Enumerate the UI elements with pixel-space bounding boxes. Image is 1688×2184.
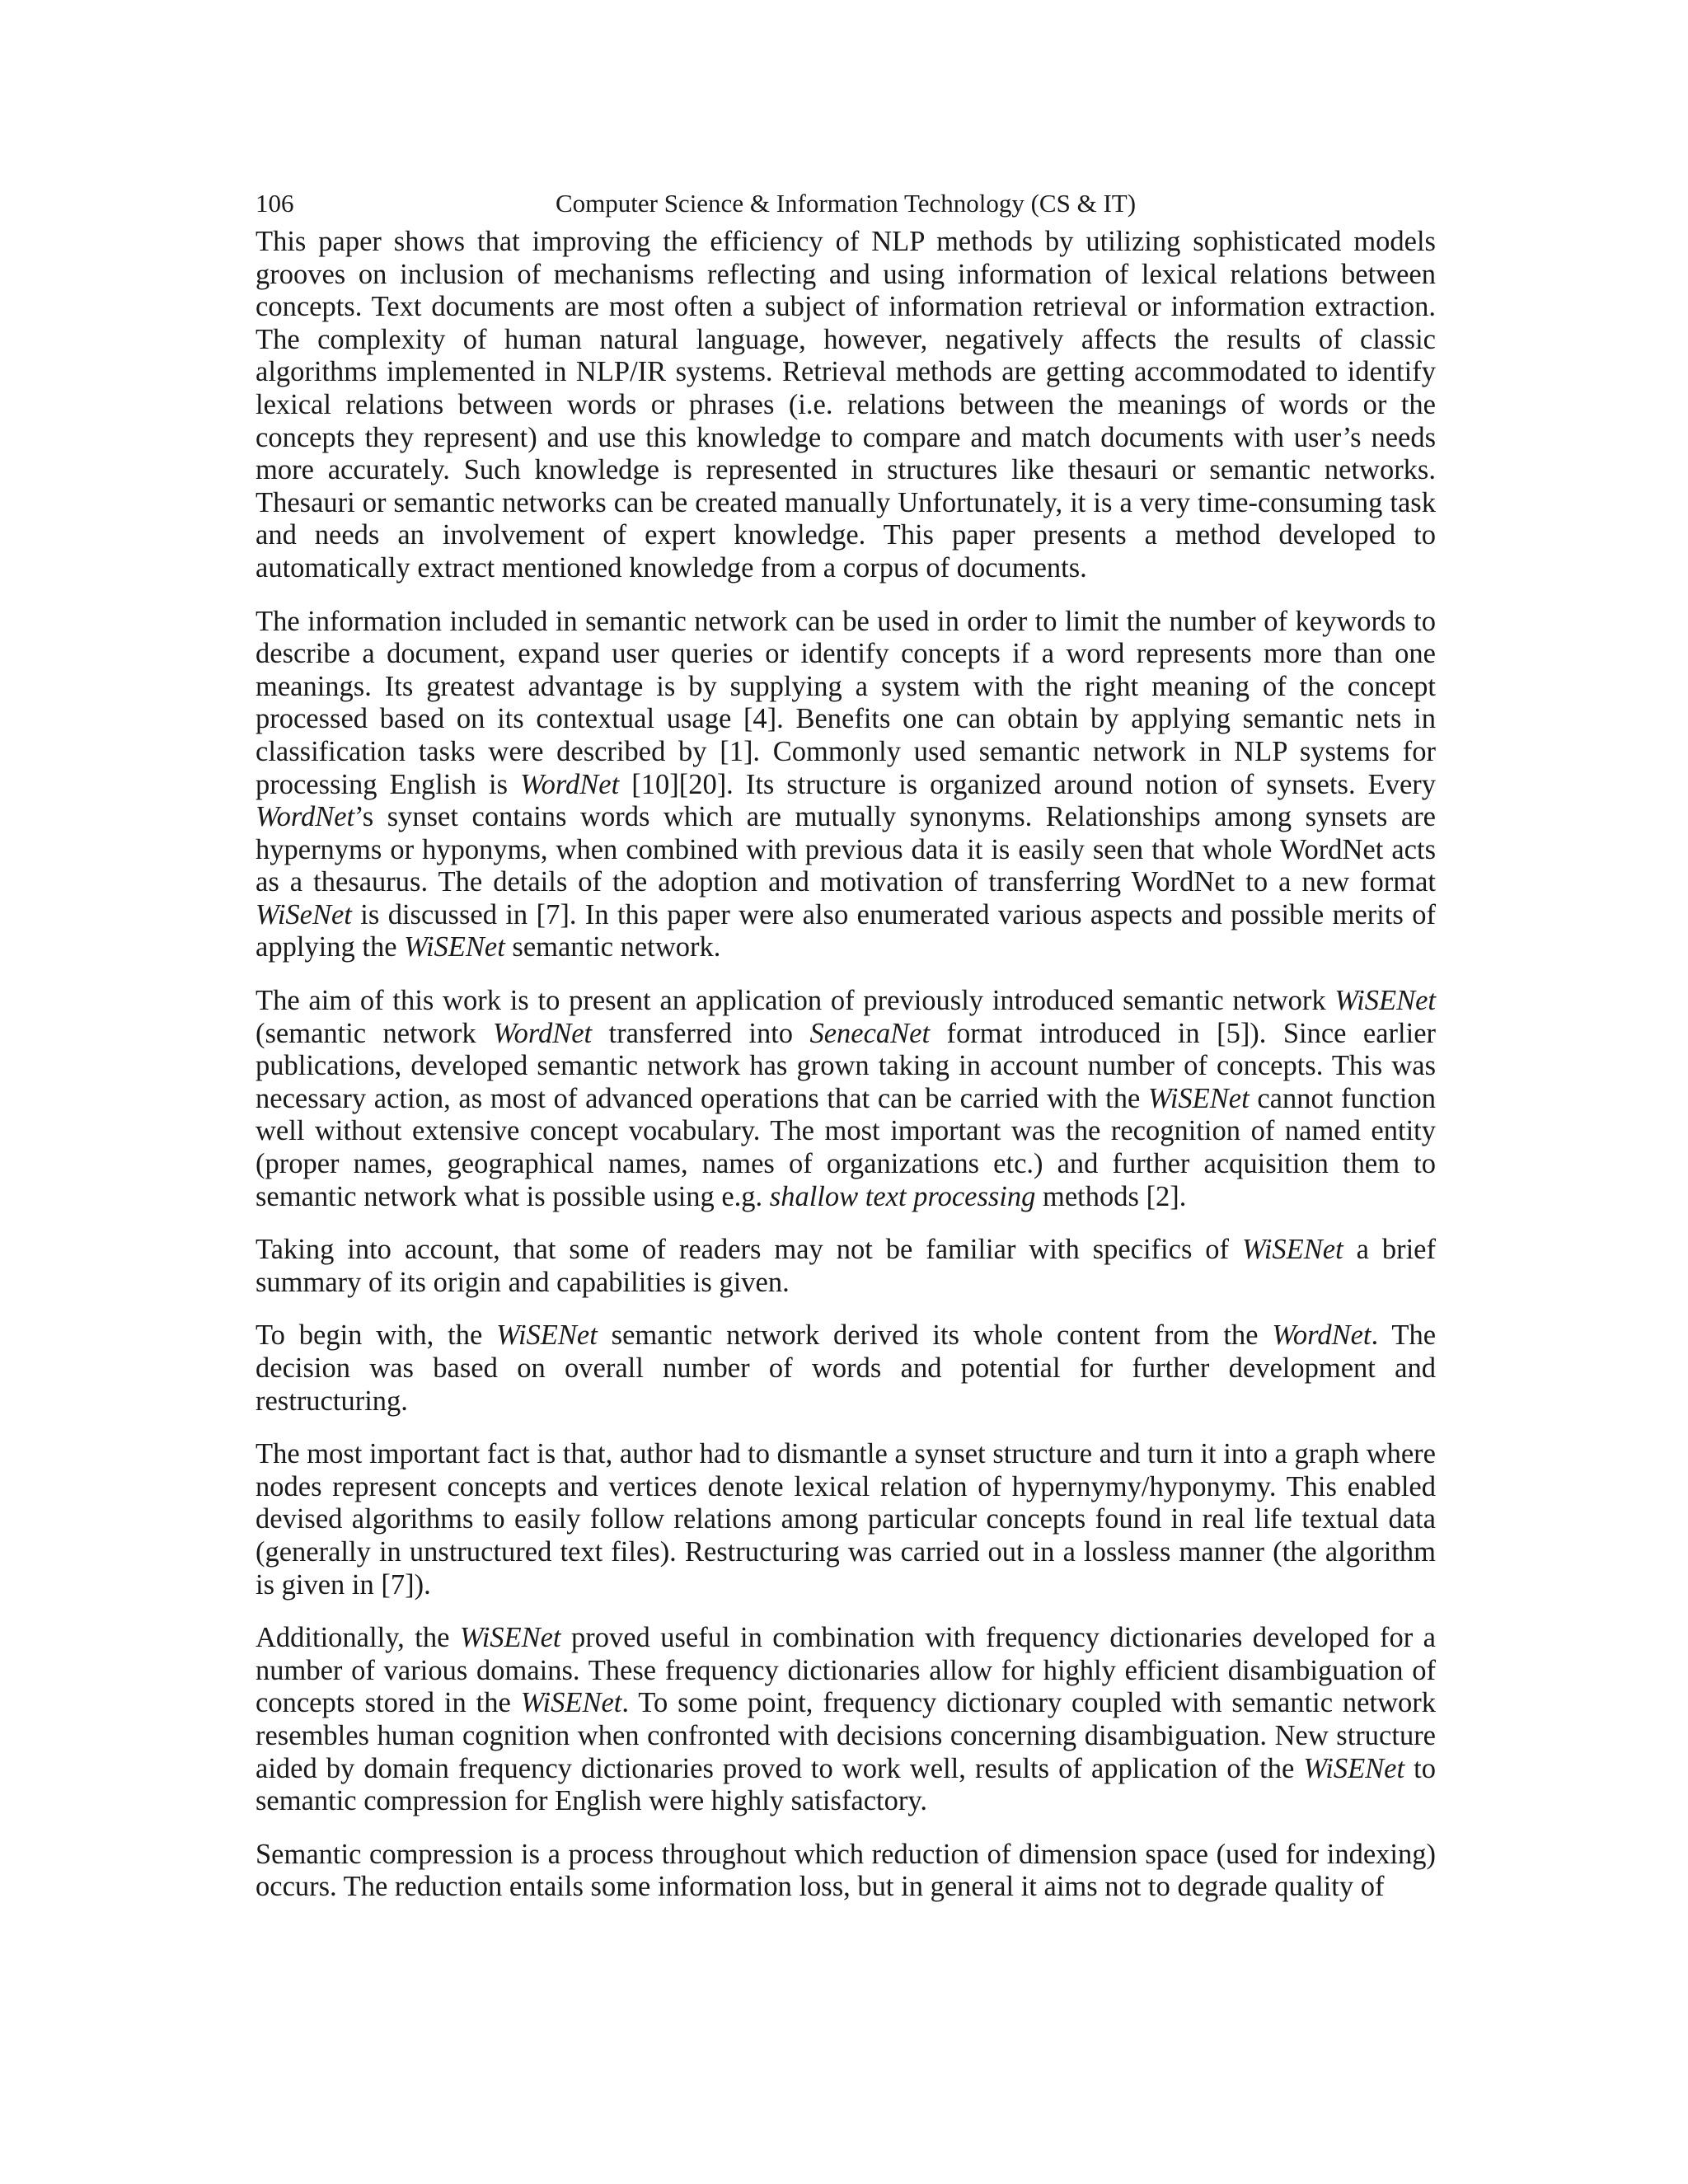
italic-term: WordNet bbox=[256, 801, 355, 833]
running-header bbox=[256, 185, 1436, 223]
italic-term: WordNet bbox=[1272, 1319, 1372, 1352]
italic-term: shallow text processing bbox=[769, 1180, 1036, 1212]
body-paragraph bbox=[256, 226, 1436, 585]
paper-page bbox=[256, 185, 1436, 1924]
italic-term: WordNet bbox=[493, 1017, 593, 1049]
body-paragraph bbox=[256, 1622, 1436, 1818]
body-paragraph bbox=[256, 606, 1436, 965]
text-run: Additionally, the bbox=[256, 1622, 460, 1654]
text-run: . The decision was based on overall number of words and potential for further development and restructuring. bbox=[256, 1319, 1437, 1417]
text-run: is discussed in [7]. In this paper were also enumerated various aspects and possible merits of applying the bbox=[256, 898, 1436, 963]
italic-term: WiSENet bbox=[1334, 985, 1436, 1017]
body-paragraph bbox=[256, 1438, 1436, 1601]
text-run: ’s synset contains words which are mutually synonyms. Relationships among synsets are hypernyms or hyponyms, when combined with previous data it is easily seen that whole WordNet acts as a thesaurus. The details of the adoption and motivation of transferring WordNet to a new format bbox=[256, 801, 1436, 898]
text-run: methods [2]. bbox=[1035, 1180, 1187, 1212]
text-run: The information included in semantic network can be used in order to limit the number of keywords to describe a document, expand user queries or identify concepts if a word represents more than one meanings. Its greatest advantage is by supplying a system with the right meaning of the concept processed based on its contextual usage [4]. Benefits one can obtain by applying semantic nets in classification tasks were described by [1]. Commonly used semantic network in NLP systems for processing English is bbox=[256, 605, 1436, 800]
text-run: a brief summary of its origin and capabilities is given. bbox=[256, 1234, 1436, 1298]
italic-term: WiSENet bbox=[496, 1319, 598, 1352]
text-run: Semantic compression is a process throughout which reduction of dimension space (used for indexing) occurs. The reduction entails some information loss, but in general it aims not to degrade quality of bbox=[256, 1838, 1436, 1903]
italic-term: WordNet bbox=[520, 768, 620, 800]
italic-term: WiSENet bbox=[404, 931, 505, 963]
italic-term: WiSENet bbox=[520, 1687, 622, 1719]
text-run: transferred into bbox=[592, 1017, 810, 1049]
journal-title: Computer Science & Information Technology (CS & IT) bbox=[555, 189, 1137, 218]
body-paragraph bbox=[256, 1319, 1436, 1418]
body-paragraph bbox=[256, 1234, 1436, 1299]
text-run: (semantic network bbox=[256, 1017, 493, 1049]
body-paragraph bbox=[256, 1839, 1436, 1904]
text-run: to semantic compression for English were highly satisfactory. bbox=[256, 1752, 1436, 1817]
body-paragraph bbox=[256, 985, 1436, 1213]
italic-term: WiSENet bbox=[459, 1622, 561, 1654]
text-run: semantic network derived its whole content from the bbox=[597, 1319, 1273, 1352]
text-run: [10][20]. Its structure is organized around notion of synsets. Every bbox=[619, 768, 1436, 800]
text-run: This paper shows that improving the efficiency of NLP methods by utilizing sophisticated models grooves on inclusion of mechanisms reflecting and using information of lexical relations between concepts. Text documents are most often a subject of information retrieval or information extraction. The complexity of human natural language, however, negatively affects the results of classic algorithms implemented in NLP/IR systems. Retrieval methods are getting accommodated to identify lexical relations between words or phrases (i.e. relations between the meanings of words or the concepts they represent) and use this knowledge to compare and match documents with user’s needs more accurately. Such knowledge is represented in structures like thesauri or semantic networks. Thesauri or semantic networks can be created manually Unfortunately, it is a very time-consuming task and needs an involvement of expert knowledge. This paper presents a method developed to automatically extract mentioned knowledge from a corpus of documents. bbox=[256, 226, 1436, 583]
text-run: cannot function well without extensive concept vocabulary. The most important was the recognition of named entity (proper names, geographical names, names of organizations etc.) and further acquisition them to semantic network what is possible using e.g. bbox=[256, 1082, 1436, 1212]
text-run: proved useful in combination with frequency dictionaries developed for a number of various domains. These frequency dictionaries allow for highly efficient disambiguation of concepts stored in the bbox=[256, 1622, 1436, 1719]
italic-term: WiSeNet bbox=[256, 898, 352, 930]
italic-term: SenecaNet bbox=[809, 1017, 931, 1049]
body-text bbox=[256, 226, 1436, 1904]
text-run: . To some point, frequency dictionary coupled with semantic network resembles human cognition when confronted with decisions concerning disambiguation. New structure aided by domain frequency dictionaries proved to work well, results of application of the bbox=[256, 1687, 1436, 1784]
text-run: The aim of this work is to present an application of previously introduced semantic network bbox=[256, 985, 1335, 1017]
italic-term: WiSENet bbox=[1148, 1082, 1250, 1114]
text-run: format introduced in [5]). Since earlier publications, developed semantic network has grown taking in account number of concepts. This was necessary action, as most of advanced operations that can be carried with the bbox=[256, 1017, 1436, 1114]
text-run: To begin with, the bbox=[256, 1319, 497, 1352]
text-run: Taking into account, that some of readers may not be familiar with specifics of bbox=[256, 1234, 1242, 1266]
text-run: semantic network. bbox=[504, 931, 721, 963]
italic-term: WiSENet bbox=[1303, 1752, 1405, 1784]
page-number: 106 bbox=[256, 189, 294, 218]
text-run: The most important fact is that, author had to dismantle a synset structure and turn it into a graph where nodes represent concepts and vertices denote lexical relation of hypernymy/hyponymy. This enabled devised algorithms to easily follow relations among particular concepts found in real life textual data (generally in unstructured text files). Restructuring was carried out in a lossless manner (the algorithm is given in [7]). bbox=[256, 1438, 1436, 1601]
italic-term: WiSENet bbox=[1242, 1234, 1343, 1266]
